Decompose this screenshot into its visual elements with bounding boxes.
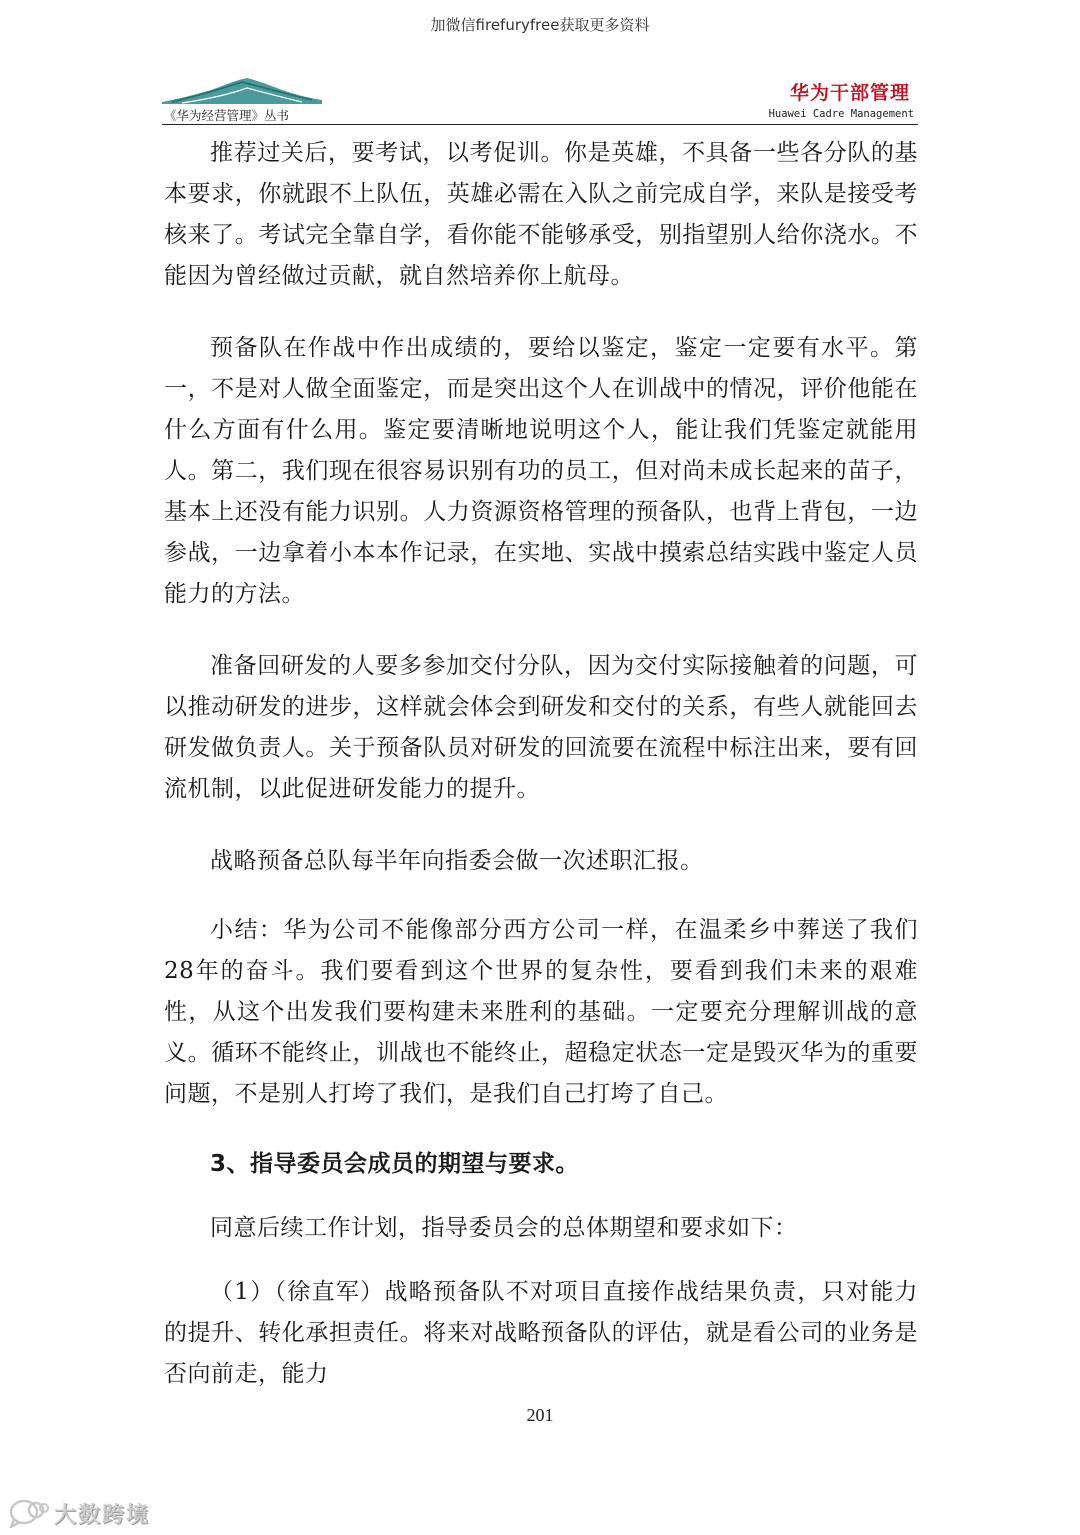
paragraph: 小结：华为公司不能像部分西方公司一样，在温柔乡中葬送了我们28年的奋斗。我们要看到这个世界的复杂性，要看到我们未来的艰难性，从这个出发我们要构建未来胜利的基础。一定要充分理解训战的意义。循环不能终止，训战也不能终止，超稳定状态一定是毁灭华为的重要问题，不是别人打垮了我们，是我们自己打垮了自己。 — [164, 917, 918, 1107]
paragraph: 准备回研发的人要多参加交付分队，因为交付实际接触着的问题，可以推动研发的进步，这样就会体会到研发和交付的关系，有些人就能回去研发做负责人。关于预备队员对研发的回流要在流程中标注出来，要有回流机制，以此促进研发能力的提升。 — [164, 653, 918, 802]
page-body — [164, 133, 918, 1395]
brand-subtitle: Huawei Cadre Management — [768, 108, 914, 120]
top-note: 加微信firefuryfree获取更多资料 — [430, 16, 650, 34]
section-heading: 3、指导委员会成员的期望与要求。 — [210, 1151, 580, 1177]
page-header — [162, 70, 918, 126]
page-number: 201 — [526, 1405, 554, 1425]
watermark-text: 大数跨境 — [54, 1502, 151, 1528]
brand-title: 华为干部管理 — [789, 82, 910, 104]
paragraph: 推荐过关后，要考试，以考促训。你是英雄，不具备一些各分队的基本要求，你就跟不上队伍，英雄必需在入队之前完成自学，来队是接受考核来了。考试完全靠自学，看你能不能够承受，别指望别人给你浇水。不能因为曾经做过贡献，就自然培养你上航母。 — [164, 140, 918, 289]
paragraph: 同意后续工作计划，指导委员会的总体期望和要求如下： — [210, 1215, 798, 1241]
book-series-label: 《华为经营管理》丛书 — [164, 108, 290, 123]
mountain-logo-icon — [162, 76, 322, 106]
watermark — [8, 1496, 150, 1530]
paragraph: 战略预备总队每半年向指委会做一次述职汇报。 — [210, 848, 704, 874]
paragraph: （1）（徐直军）战略预备队不对项目直接作战结果负责，只对能力的提升、转化承担责任。将来对战略预备队的评估，就是看公司的业务是否向前走，能力 — [164, 1279, 918, 1387]
paragraph: 预备队在作战中作出成绩的，要给以鉴定，鉴定一定要有水平。第一，不是对人做全面鉴定，而是突出这个人在训战中的情况，评价他能在什么方面有什么用。鉴定要清晰地说明这个人，能让我们凭鉴定就能用人。第二，我们现在很容易识别有功的员工，但对尚未成长起来的苗子，基本上还没有能力识别。人力资源资格管理的预备队，也背上背包，一边参战，一边拿着小本本作记录，在实地、实战中摸索总结实践中鉴定人员能力的方法。 — [164, 335, 918, 607]
header-divider — [162, 124, 918, 125]
chat-bubble-logo-icon — [8, 1498, 50, 1528]
